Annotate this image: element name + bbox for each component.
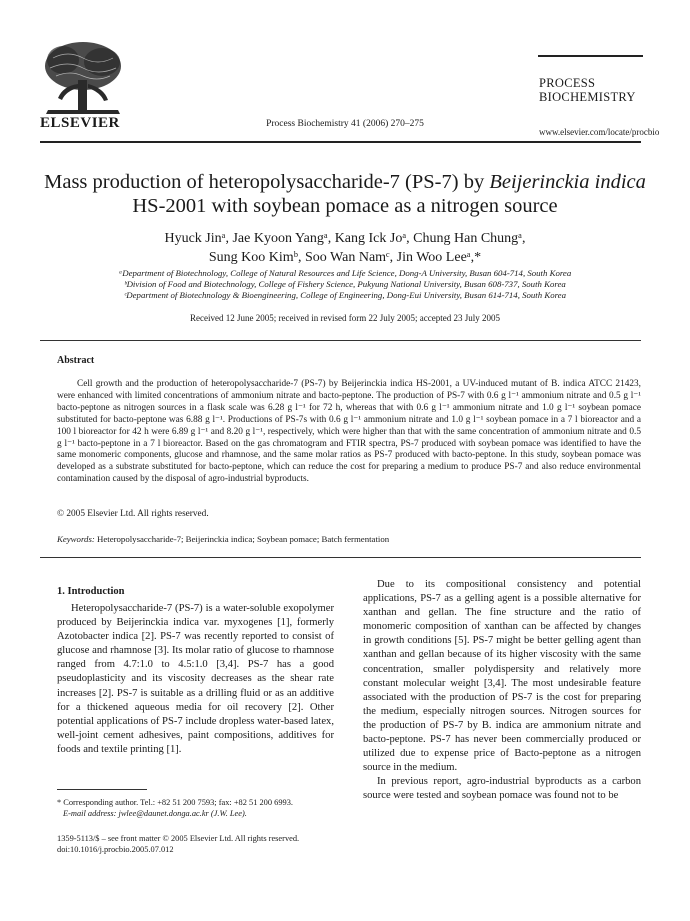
issn-line: 1359-5113/$ – see front matter © 2005 Elsevier Ltd. All rights reserved. [57, 834, 300, 843]
publisher-name: ELSEVIER [40, 115, 120, 131]
brand-rule [538, 55, 643, 57]
abstract-top-rule [40, 340, 641, 341]
article-title [40, 170, 650, 218]
intro-paragraph: In previous report, agro-industrial byproducts as a carbon source were tested and soybean pomace was found not to be [363, 776, 641, 802]
keywords [57, 534, 641, 544]
footnote-rule [57, 789, 147, 790]
journal-url-link[interactable]: www.elsevier.com/locate/procbio [539, 127, 660, 137]
doi-link[interactable]: doi:10.1016/j.procbio.2005.07.012 [57, 845, 174, 854]
journal-brand [539, 76, 636, 104]
affiliation-a: ᵃDepartment of Biotechnology, College of Natural Resources and Life Science, Dong-A University, Busan 604-714, South Korea [118, 268, 572, 278]
left-column [57, 602, 334, 763]
keywords-bottom-rule [40, 557, 641, 558]
journal-citation: Process Biochemistry 41 (2006) 270–275 [266, 119, 424, 129]
intro-paragraph: Due to its compositional consistency and potential applications, PS-7 as a gelling agent is a possible alternative for xanthan and gellan. The fine structure and the ratio of monomeric composition of xanthan can be affected by changes in growth conditions [5]. PS-7 might be better gelling agent than xanthan and gellan because of its higher viscosity with the same concentration, smaller polydispersity and relatively more constant molecular weight [3,4]. The most undesirable feature associated with the production of PS-7 is the cost for preparing the medium, especially nitrogen sources. Nitrogen sources for the production of PS-7 by B. indica are ammonium nitrate and bacto-peptone. PS-7 has never been commercially produced or utilized due to expense price of Bacto-peptone as a nitrogen source in the medium. [363, 579, 641, 774]
intro-paragraph: Heteropolysaccharide-7 (PS-7) is a water-soluble exopolymer produced by Beijerinckia indica var. myxogenes [1], formerly Azotobacter indica [2]. PS-7 was recently reported to consist of glucose and rhamnose [3]. Its molar ratio of glucose to rhamnose ranged from 4.7:1.0 to 4.5:1.0 [3,4]. PS-7 has a good pseudoplasticity and its viscosity decreases as the shear rate increases [2]. PS-7 is suitable as a drilling fluid or as an additive for a thickened aqueous media for oil recovery [2]. Other potential applications of PS-7 include dropless water-based latex, well-joint cement adhesives, paint compositions, additives for foods and textile printing [1]. [57, 603, 334, 755]
affiliation-c: ᶜDepartment of Biotechnology & Bioengineering, College of Engineering, Dong-Eui University, Busan 614-714, South Korea [123, 290, 566, 300]
title-line1: Mass production of heteropolysaccharide-7 (PS-7) by Beijerinckia indica [44, 171, 646, 193]
title-line2: HS-2001 with soybean pomace as a nitrogen source [132, 195, 558, 217]
affiliations [40, 268, 650, 301]
keywords-text: Heteropolysaccharide-7; Beijerinckia indica; Soybean pomace; Batch fermentation [97, 534, 390, 544]
authors-line1: Hyuck Jinᵃ, Jae Kyoon Yangᵃ, Kang Ick Joᵃ, Chung Han Chungᵃ, [164, 231, 526, 246]
corresponding-author: * Corresponding author. Tel.: +82 51 200 7593; fax: +82 51 200 6993. [57, 798, 293, 807]
header-divider [40, 141, 641, 143]
abstract-copyright: © 2005 Elsevier Ltd. All rights reserved. [57, 509, 209, 519]
front-matter [57, 833, 347, 855]
footnote-corresponding [57, 797, 347, 819]
author-list [40, 229, 650, 267]
keywords-label: Keywords: [57, 534, 95, 544]
journal-brand-line2: BIOCHEMISTRY [539, 90, 636, 104]
section-heading-introduction: 1. Introduction [57, 586, 125, 597]
right-column [363, 578, 641, 804]
received-dates: Received 12 June 2005; received in revised form 22 July 2005; accepted 23 July 2005 [190, 313, 500, 323]
email-address: E-mail address: jwlee@daunet.donga.ac.kr (J.W. Lee). [63, 809, 247, 818]
tree-logo-icon [38, 38, 128, 118]
authors-line2: Sung Koo Kimᵇ, Soo Wan Namᶜ, Jin Woo Leeᵃ,* [208, 250, 482, 265]
affiliation-b: ᵇDivision of Food and Biotechnology, College of Fishery Science, Pukyung National University, Busan 608-737, South Korea [124, 279, 566, 289]
journal-brand-line1: PROCESS [539, 76, 596, 90]
abstract-heading: Abstract [57, 355, 95, 366]
abstract-body: Cell growth and the production of heteropolysaccharide-7 (PS-7) by Beijerinckia indica HS-2001, a UV-induced mutant of B. indica ATCC 21423, were enhanced with limited concentrations of ammonium nitrate and bacto-peptone. The production of PS-7 with 0.6 g l⁻¹ ammonium nitrate and 0.5 g l⁻¹ bacto-peptone as nitrogen sources in a flask scale was 6.28 g l⁻¹ for 72 h, whereas that with 0.6 g l⁻¹ ammonium nitrate and 1.0 g l⁻¹ soybean pomace substituted for bacto-peptone was 6.88 g l⁻¹. Productions of PS-7s with 0.6 g l⁻¹ ammonium nitrate and 1.0 g l⁻¹ soybean pomace in a 7 l bioreactor and a 100 l bioreactor for 42 h were 6.89 g l⁻¹ and 8.20 g l⁻¹, respectively, which were higher than that with the same concentration of ammonium nitrate and 0.5 g l⁻¹ bacto-peptone in a 7 l bioreactor. Based on the gas chromatogram and FTIR spectra, PS-7 produced with soybean pomace was identified to have the same monomeric components, glucose and rhamnose, and the same molar ratios as PS-7 produced with bacto-peptone. In this study, soybean pomace was developed as a substrate substituted for bacto-peptone, which can reduce the cost for preparing a medium to produce PS-7 and also reduce environmental contamination caused by the disposal of agro-industrial byproducts. [57, 379, 641, 485]
